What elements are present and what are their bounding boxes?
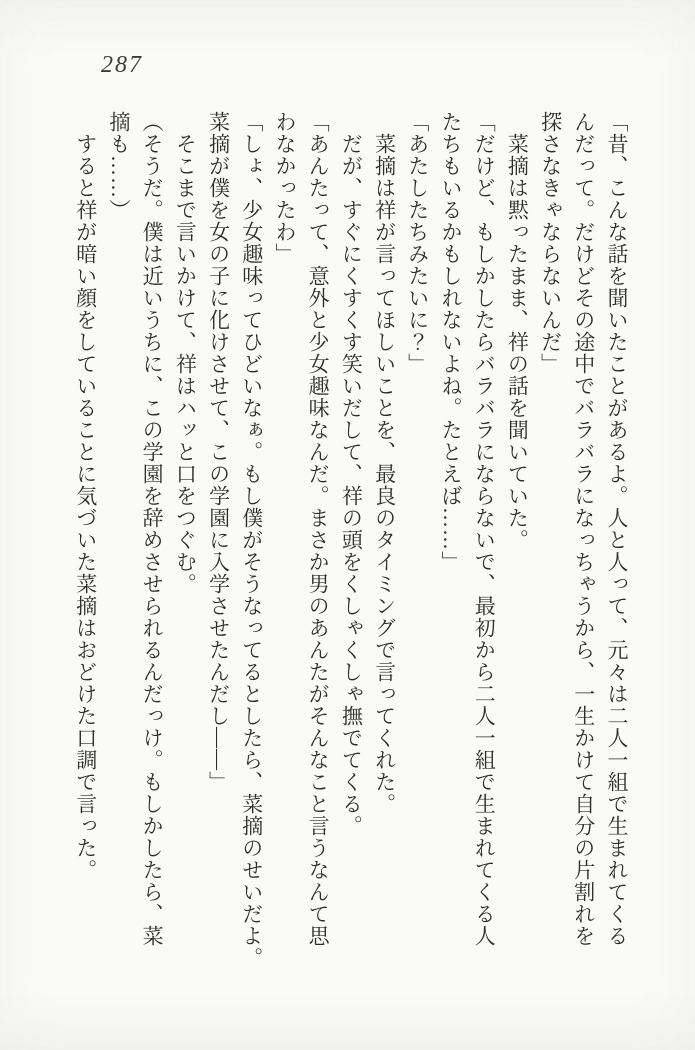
text-line-1: 「昔、こんな話を聞いたことがあるよ。人と人って、元々は二人一組で生まれてくる: [605, 111, 629, 947]
text-line-5: 「だけど、もしかしたらバラバラにならないで、最初から二人一組で生まれてくる人: [472, 111, 497, 947]
page-number: 287: [101, 52, 143, 78]
text-line-15: （そうだ。僕は近いうちに、この学園を辞めさせられるんだっけ。もしかしたら、菜: [140, 111, 165, 947]
text-line-16: 摘も……）: [106, 111, 131, 221]
text-line-10: 「あんたって、意外と少女趣味なんだ。まさか男のあんたがそんなこと言うなんて思: [306, 111, 331, 947]
text-line-13: 菜摘が僕を女の子に化けさせて、この学園に入学させたんだし――」: [206, 111, 231, 793]
text-line-17: すると祥が暗い顔をしていることに気づいた菜摘はおどけた口調で言った。: [73, 111, 98, 881]
text-line-3: 探さなきゃならないんだ」: [538, 111, 563, 375]
text-line-12: 「しょ、少女趣味ってひどいなぁ。もし僕がそうなってるとしたら、菜摘のせいだよ。: [239, 111, 264, 969]
text-line-9: だが、すぐにくすくす笑いだして、祥の頭をくしゃくしゃ撫でてくる。: [339, 111, 364, 837]
vertical-text-block: [69, 111, 633, 996]
text-line-11: わなかったわ」: [272, 111, 297, 265]
text-line-14: そこまで言いかけて、祥はハッと口をつぐむ。: [173, 111, 198, 595]
text-line-7: 「あたしたちみたいに？」: [405, 111, 430, 375]
text-line-4: 菜摘は黙ったまま、祥の話を聞いていた。: [505, 111, 530, 551]
text-line-8: 菜摘は祥が言ってほしいことを、最良のタイミングで言ってくれた。: [372, 111, 397, 815]
text-line-6: たちもいるかもしれないよね。たとえば……」: [438, 111, 463, 573]
text-line-2: んだって。だけどその途中でバラバラになっちゃうから、一生かけて自分の片割れを: [571, 111, 596, 947]
